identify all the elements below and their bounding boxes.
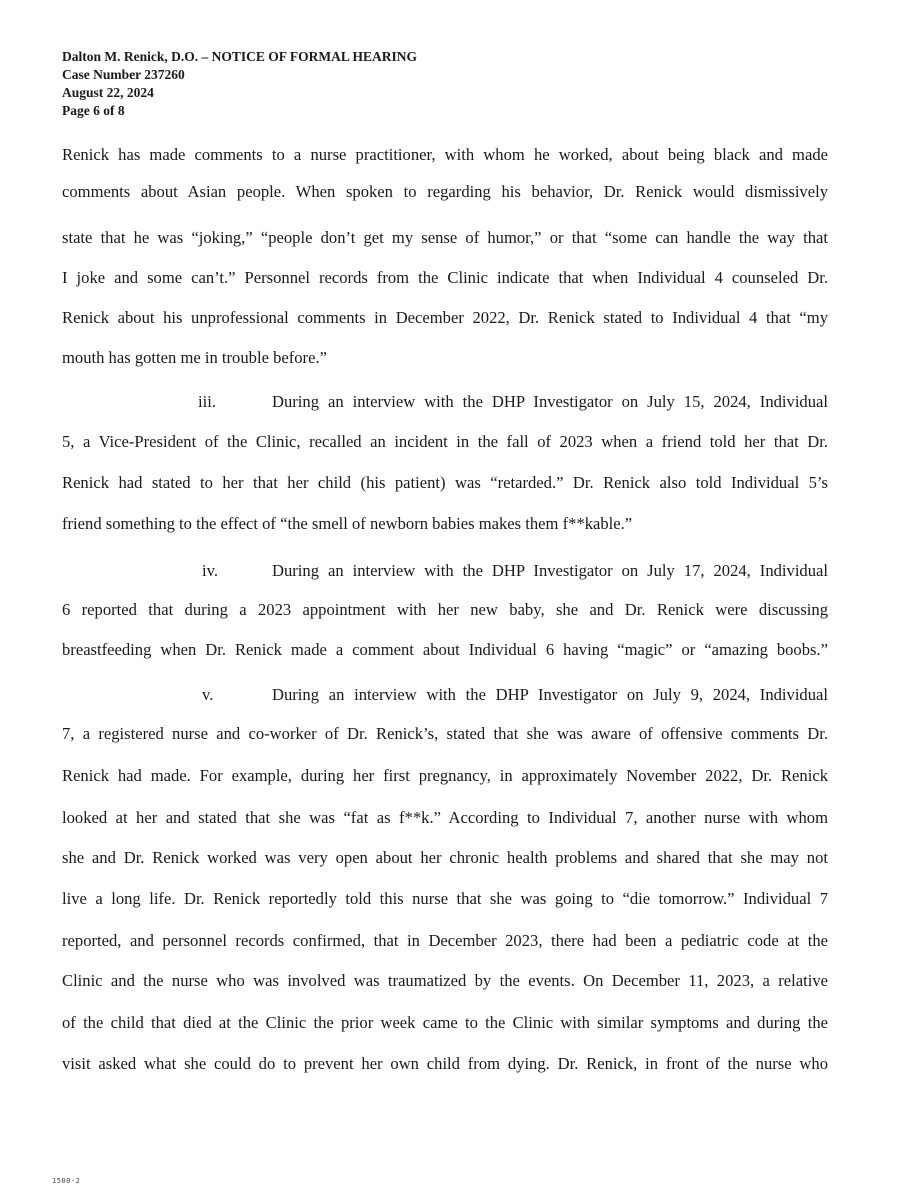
body-line: Clinic and the nurse who was involved was traumatized by the events. On December 11, 2023, a relative xyxy=(62,971,828,990)
item-iv-first-line: During an interview with the DHP Investigator on July 17, 2024, Individual xyxy=(272,561,828,580)
body-line: Renick about his unprofessional comments in December 2022, Dr. Renick stated to Individual 4 that “my xyxy=(62,308,828,327)
item-iii-first-line: During an interview with the DHP Investigator on July 15, 2024, Individual xyxy=(272,392,828,411)
form-code: 1500-2 xyxy=(52,1177,81,1185)
item-numeral-iii: iii. xyxy=(198,392,216,411)
body-line: looked at her and stated that she was “fat as f**k.” According to Individual 7, another nurse with whom xyxy=(62,808,828,827)
body-line: Renick had made. For example, during her first pregnancy, in approximately November 2022, Dr. Renick xyxy=(62,766,828,785)
header-page-number: Page 6 of 8 xyxy=(62,103,125,118)
header-title: Dalton M. Renick, D.O. – NOTICE OF FORMAL HEARING xyxy=(62,49,418,64)
body-line: Renick had stated to her that her child (his patient) was “retarded.” Dr. Renick also told Individual 5’s xyxy=(62,473,828,492)
body-line: she and Dr. Renick worked was very open about her chronic health problems and shared that she may not xyxy=(62,848,828,867)
body-line: 6 reported that during a 2023 appointment with her new baby, she and Dr. Renick were discussing xyxy=(62,600,828,619)
body-line: of the child that died at the Clinic the prior week came to the Clinic with similar symptoms and during the xyxy=(62,1013,828,1032)
body-line: comments about Asian people. When spoken to regarding his behavior, Dr. Renick would dismissively xyxy=(62,182,828,201)
body-line: 7, a registered nurse and co-worker of Dr. Renick’s, stated that she was aware of offensive comments Dr. xyxy=(62,724,828,743)
item-numeral-iv: iv. xyxy=(202,561,218,580)
body-line: I joke and some can’t.” Personnel records from the Clinic indicate that when Individual 4 counseled Dr. xyxy=(62,268,828,287)
header-case-number: Case Number 237260 xyxy=(62,67,185,82)
body-line: friend something to the effect of “the smell of newborn babies makes them f**kable.” xyxy=(62,514,633,533)
body-line: breastfeeding when Dr. Renick made a comment about Individual 6 having “magic” or “amazing boobs.” xyxy=(62,640,828,659)
body-line: state that he was “joking,” “people don’t get my sense of humor,” or that “some can handle the way that xyxy=(62,228,828,247)
item-v-first-line: During an interview with the DHP Investigator on July 9, 2024, Individual xyxy=(272,685,828,704)
body-line: 5, a Vice-President of the Clinic, recalled an incident in the fall of 2023 when a friend told her that Dr. xyxy=(62,432,828,451)
header-date: August 22, 2024 xyxy=(62,85,154,100)
body-line: mouth has gotten me in trouble before.” xyxy=(62,348,327,367)
body-line: Renick has made comments to a nurse practitioner, with whom he worked, about being black and made xyxy=(62,145,828,164)
item-numeral-v: v. xyxy=(202,685,214,704)
body-line: reported, and personnel records confirmed, that in December 2023, there had been a pediatric code at the xyxy=(62,931,828,950)
document-header xyxy=(62,48,417,120)
body-line: live a long life. Dr. Renick reportedly told this nurse that she was going to “die tomorrow.” Individual 7 xyxy=(62,889,828,908)
body-line: visit asked what she could do to prevent her own child from dying. Dr. Renick, in front of the nurse who xyxy=(62,1054,828,1073)
